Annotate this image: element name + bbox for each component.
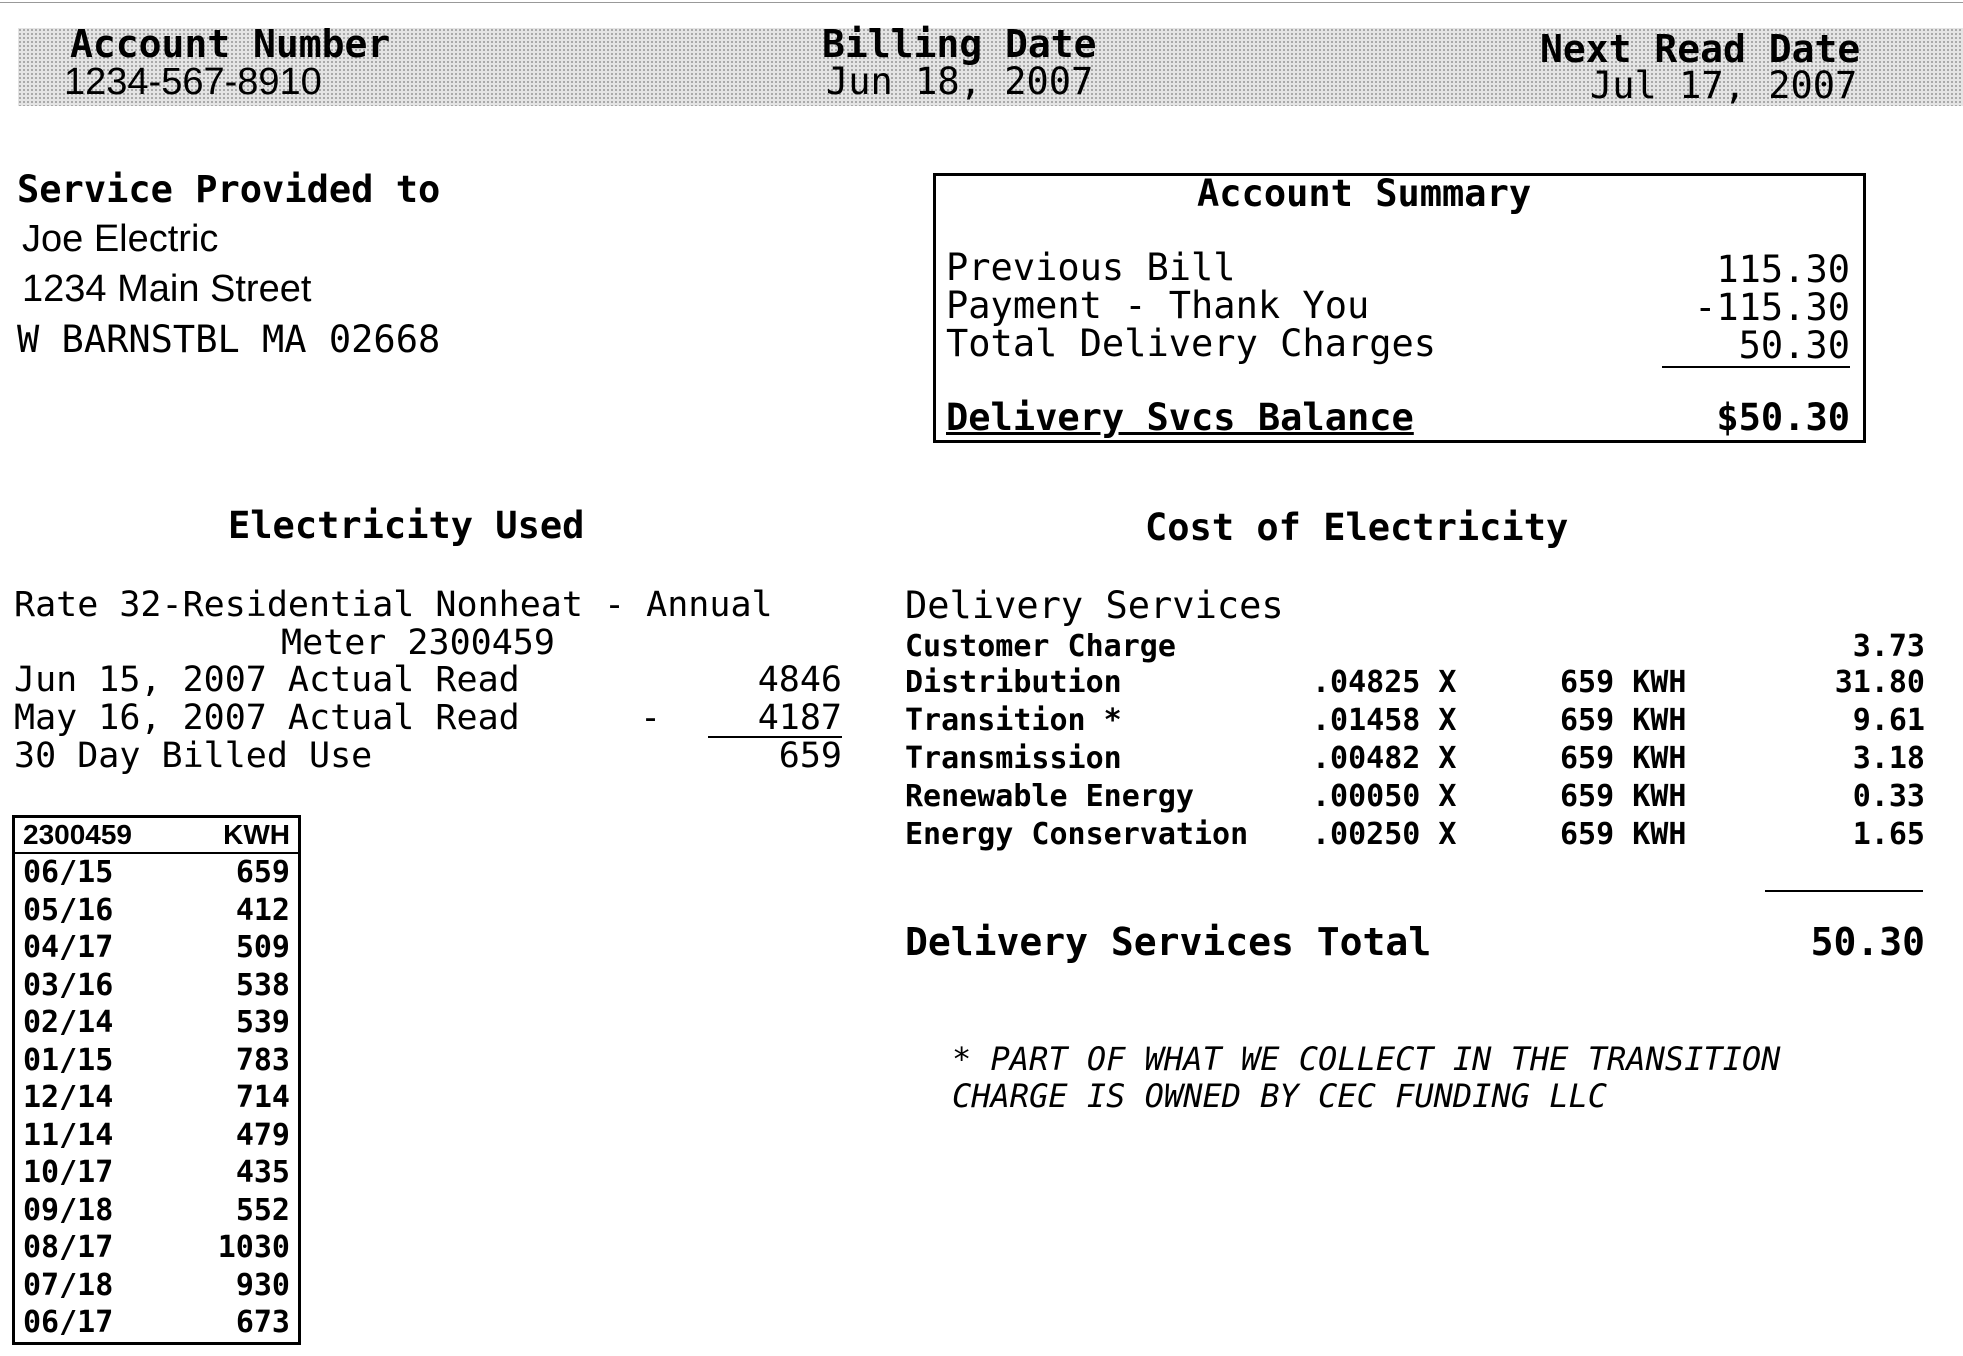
table-row <box>15 1079 298 1117</box>
previous-read-label: May 16, 2007 Actual Read <box>14 698 520 738</box>
table-row <box>15 892 298 930</box>
row-date: 05/16 <box>23 892 114 928</box>
table-row <box>15 1267 298 1305</box>
meter-number: Meter 2300459 <box>281 623 555 663</box>
footnote-line2: CHARGE IS OWNED BY CEC FUNDING LLC <box>952 1077 1608 1115</box>
row-kwh: 412 <box>235 892 290 928</box>
charge-line-rate: .00250 X <box>1312 817 1457 852</box>
row-date: 11/14 <box>23 1117 114 1153</box>
row-kwh: 539 <box>235 1005 290 1040</box>
table-row <box>15 1192 298 1230</box>
account-number-value: 1234-567-8910 <box>64 61 322 103</box>
charge-line-amount: 9.61 <box>1852 703 1925 738</box>
minus-sign: - <box>640 698 662 738</box>
customer-charge-label: Customer Charge <box>905 629 1176 664</box>
row-kwh: 435 <box>235 1155 290 1190</box>
previous-read-value: 4187 <box>757 698 842 738</box>
charge-line-label: Renewable Energy <box>905 779 1194 814</box>
charge-line-label: Transition * <box>905 703 1122 738</box>
row-kwh: 783 <box>235 1042 290 1078</box>
customer-city: W BARNSTBL MA 02668 <box>17 318 441 361</box>
usage-history-table <box>12 815 301 1345</box>
summary-label: Previous Bill <box>946 246 1236 289</box>
table-row <box>15 854 298 892</box>
balance-value: $50.30 <box>1716 396 1850 439</box>
row-kwh: 714 <box>235 1080 290 1115</box>
top-border <box>0 2 1963 3</box>
charge-line-qty: 659 KWH <box>1560 665 1687 700</box>
charge-line-amount: 3.18 <box>1852 741 1925 776</box>
billing-date-value: Jun 18, 2007 <box>826 60 1094 103</box>
charge-line-qty: 659 KWH <box>1560 703 1687 738</box>
charge-line-amount: 1.65 <box>1852 817 1925 852</box>
row-date: 08/17 <box>23 1230 114 1265</box>
service-heading: Service Provided to <box>17 168 441 211</box>
charge-line-qty: 659 KWH <box>1560 779 1687 814</box>
table-row <box>15 1004 298 1042</box>
summary-label: Total Delivery Charges <box>946 322 1437 365</box>
rate-description: Rate 32-Residential Nonheat - Annual <box>14 585 773 625</box>
row-date: 01/15 <box>23 1042 114 1078</box>
next-read-date-value: Jul 17, 2007 <box>1590 64 1858 107</box>
row-kwh: 479 <box>235 1117 290 1153</box>
customer-street: 1234 Main Street <box>22 268 312 310</box>
summary-label: Payment - Thank You <box>946 284 1370 327</box>
footnote-line1: * PART OF WHAT WE COLLECT IN THE TRANSITION <box>952 1040 1781 1078</box>
usage-table-header <box>15 818 298 854</box>
row-kwh: 1030 <box>217 1230 290 1265</box>
row-kwh: 538 <box>235 967 290 1003</box>
charge-line-rate: .01458 X <box>1312 703 1457 738</box>
row-kwh: 659 <box>235 855 290 890</box>
row-date: 03/16 <box>23 967 114 1003</box>
charge-line-label: Distribution <box>905 665 1122 700</box>
current-read-label: Jun 15, 2007 Actual Read <box>14 660 520 700</box>
summary-value: -115.30 <box>1694 286 1850 329</box>
charge-line-amount: 0.33 <box>1852 779 1925 814</box>
summary-subtotal-rule <box>1662 366 1850 368</box>
row-date: 06/17 <box>23 1305 114 1340</box>
next-read-date-label: Next Read Date <box>1540 27 1861 71</box>
row-date: 10/17 <box>23 1155 114 1190</box>
row-kwh: 673 <box>235 1305 290 1340</box>
summary-value: 115.30 <box>1716 248 1850 291</box>
row-date: 09/18 <box>23 1192 114 1228</box>
account-summary-title: Account Summary <box>1197 172 1532 215</box>
charge-line-rate: .00482 X <box>1312 741 1457 776</box>
cost-heading: Cost of Electricity <box>1145 506 1569 549</box>
row-date: 04/17 <box>23 930 114 965</box>
table-row <box>15 1304 298 1342</box>
delivery-total-label: Delivery Services Total <box>905 920 1432 964</box>
row-date: 02/14 <box>23 1005 114 1040</box>
balance-label: Delivery Svcs Balance <box>946 396 1414 439</box>
delivery-services-heading: Delivery Services <box>905 584 1284 627</box>
usage-col-kwh: KWH <box>223 819 290 850</box>
billing-date-label: Billing Date <box>822 22 1097 66</box>
row-date: 12/14 <box>23 1080 114 1115</box>
row-kwh: 509 <box>235 930 290 965</box>
table-row <box>15 1117 298 1155</box>
charge-line-label: Transmission <box>905 741 1122 776</box>
current-read-value: 4846 <box>757 660 842 700</box>
billed-use-value: 659 <box>778 736 842 776</box>
row-date: 07/18 <box>23 1267 114 1303</box>
charge-line-rate: .04825 X <box>1312 665 1457 700</box>
charge-line-label: Energy Conservation <box>905 817 1249 852</box>
total-rule <box>1765 890 1923 892</box>
electricity-used-heading: Electricity Used <box>228 504 585 547</box>
customer-charge-value: 3.73 <box>1852 629 1925 664</box>
summary-value: 50.30 <box>1738 324 1850 367</box>
table-row <box>15 929 298 967</box>
billed-use-label: 30 Day Billed Use <box>14 736 373 776</box>
table-row <box>15 1042 298 1080</box>
table-row <box>15 1229 298 1267</box>
account-number-label: Account Number <box>70 22 391 66</box>
usage-col-meter: 2300459 <box>23 819 133 850</box>
charge-line-qty: 659 KWH <box>1560 741 1687 776</box>
charge-line-amount: 31.80 <box>1834 665 1925 700</box>
row-kwh: 552 <box>235 1192 290 1228</box>
table-row <box>15 1154 298 1192</box>
charge-line-rate: .00050 X <box>1312 779 1457 814</box>
customer-name: Joe Electric <box>22 218 219 260</box>
table-row <box>15 967 298 1005</box>
delivery-total-value: 50.30 <box>1810 920 1925 964</box>
row-kwh: 930 <box>235 1267 290 1303</box>
charge-line-qty: 659 KWH <box>1560 817 1687 852</box>
row-date: 06/15 <box>23 855 114 890</box>
